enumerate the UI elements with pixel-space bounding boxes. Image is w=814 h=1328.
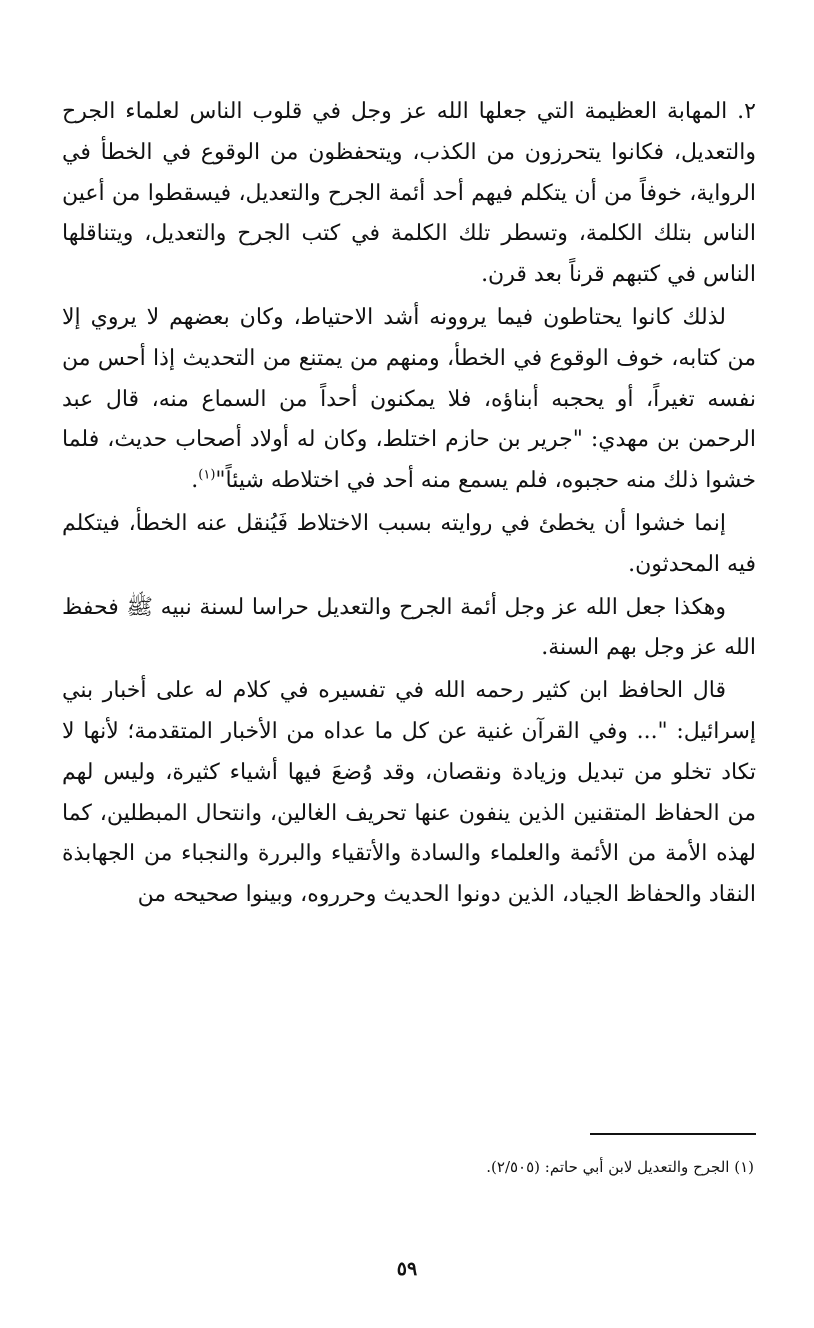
paragraph-2-text: لذلك كانوا يحتاطون فيما يروونه أشد الاحتياط، وكان بعضهم لا يروي إلا من كتابه، خوف الوقوع في الخطأ، ومنهم من يمتنع من التحديث إذا أحس من نفسه تغيراً، أو يحجبه أبناؤه، فلا يمكنون أحداً من السماع منه، قال عبد الرحمن بن مهدي: "جرير بن حازم اختلط، وكان له أولاد أصحاب حديث، فلما خشوا ذلك منه حجبوه، فلم يسمع منه أحد في اختلاطه شيئاً" (62, 304, 756, 494)
page-number: ٥٩ (396, 1258, 418, 1280)
footnote-ref-1[interactable]: (١) (198, 467, 216, 483)
paragraph-3: إنما خشوا أن يخطئ في روايته بسبب الاختلاط فَيُنقل عنه الخطأ، فيتكلم فيه المحدثون. (62, 510, 756, 577)
paragraph-2 (62, 298, 756, 502)
paragraph-2-end: . (191, 468, 199, 494)
footnote-separator (590, 1133, 756, 1135)
paragraph-1: ٢. المهابة العظيمة التي جعلها الله عز وجل في قلوب الناس لعلماء الجرح والتعديل، فكانوا يتحرزون من الكذب، ويتحفظون من الوقوع في الخطأ في الرواية، خوفاً من أن يتكلم فيهم أحد أئمة الجرح والتعديل، فيسقطوا من أعين الناس بتلك الكلمة، وتسطر تلك الكلمة في كتب الجرح والتعديل، ويتناقلها الناس في كتبهم قرناً بعد قرن. (62, 99, 756, 288)
paragraph-4: وهكذا جعل الله عز وجل أئمة الجرح والتعديل حراسا لسنة نبيه ﷺ فحفظ الله عز وجل بهم السنة. (62, 594, 756, 661)
footnote-1: (١) الجرح والتعديل لابن أبي حاتم: (٢/٥٠٥). (486, 1158, 754, 1176)
main-text (62, 92, 756, 916)
paragraph-5: قال الحافظ ابن كثير رحمه الله في تفسيره في كلام له على أخبار بني إسرائيل: "... وفي القرآن غنية عن كل ما عداه من الأخبار المتقدمة؛ لأنها لا تكاد تخلو من تبديل وزيادة ونقصان، وقد وُضعَ فيها أشياء كثيرة، وليس لهم من الحفاظ المتقنين الذين ينفون عنها تحريف الغالين، وانتحال المبطلين، كما لهذه الأمة من الأئمة والعلماء والسادة والأتقياء والبررة والنجباء من الجهابذة النقاد والحفاظ الجياد، الذين دونوا الحديث وحرروه، وبينوا صحيحه من (62, 678, 756, 908)
